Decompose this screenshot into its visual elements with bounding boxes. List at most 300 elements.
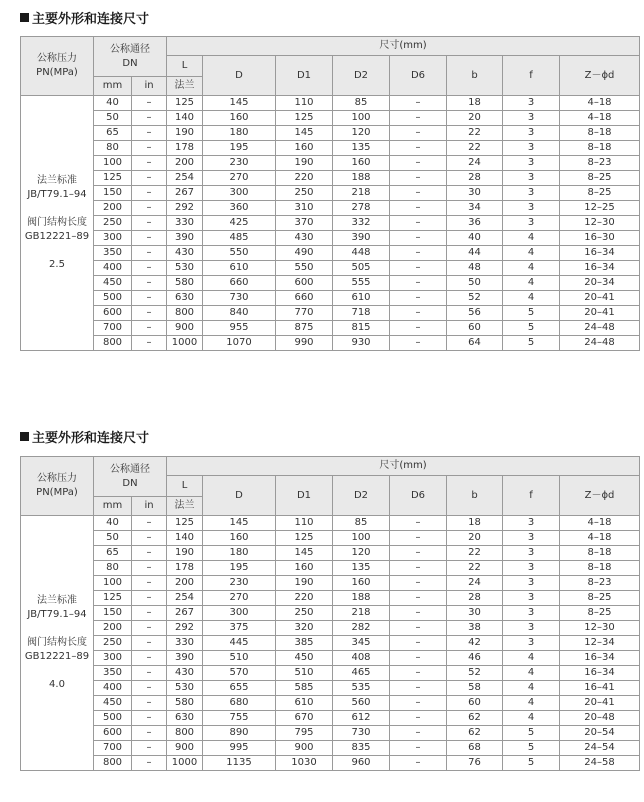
table-cell: 400 [94, 681, 132, 696]
table-row [21, 576, 640, 591]
table-cell: 510 [203, 651, 276, 666]
table-cell: 250 [276, 186, 333, 201]
table-cell: – [390, 726, 447, 741]
table-cell: 580 [167, 696, 203, 711]
table-row [21, 546, 640, 561]
table-row [21, 696, 640, 711]
table-cell: 600 [94, 726, 132, 741]
table-cell: 34 [447, 201, 503, 216]
table-cell: 300 [203, 186, 276, 201]
table-cell: 3 [503, 576, 560, 591]
table-cell: 430 [167, 246, 203, 261]
table-cell: 145 [276, 546, 333, 561]
dimension-table [20, 36, 640, 351]
table-cell: 530 [167, 681, 203, 696]
standard-info-line: 4.0 [49, 679, 65, 690]
table-cell: 5 [503, 726, 560, 741]
table-row [21, 531, 640, 546]
table-cell: 16–41 [560, 681, 640, 696]
standard-info-line: JB/T79.1–94 [27, 609, 87, 620]
table-cell: – [132, 246, 167, 261]
table-cell: 700 [94, 741, 132, 756]
in-header: in [132, 497, 167, 516]
table-cell: 220 [276, 171, 333, 186]
table-cell: 24–54 [560, 741, 640, 756]
table-cell: 550 [276, 261, 333, 276]
table-cell: 4 [503, 231, 560, 246]
table-cell: 125 [167, 516, 203, 531]
table-cell: 3 [503, 111, 560, 126]
table-cell: 16–34 [560, 261, 640, 276]
table-cell: 8–25 [560, 606, 640, 621]
table-cell: 50 [94, 531, 132, 546]
table-cell: – [390, 231, 447, 246]
table-cell: 350 [94, 666, 132, 681]
table-cell: 430 [167, 666, 203, 681]
flange-header: 法兰 [167, 497, 203, 516]
table-cell: 900 [167, 321, 203, 336]
table-cell: 8–23 [560, 576, 640, 591]
table-cell: 145 [276, 126, 333, 141]
column-header: D6 [390, 476, 447, 516]
table-cell: – [390, 741, 447, 756]
column-header: b [447, 56, 503, 96]
table-cell: 64 [447, 336, 503, 351]
column-header: D2 [333, 476, 390, 516]
table-row [21, 621, 640, 636]
table-cell: – [132, 336, 167, 351]
table-cell: 3 [503, 516, 560, 531]
table-cell: – [390, 201, 447, 216]
table-cell: 125 [276, 531, 333, 546]
table-cell: 485 [203, 231, 276, 246]
table-cell: 190 [167, 546, 203, 561]
table-cell: 585 [276, 681, 333, 696]
table-cell: 4 [503, 276, 560, 291]
table-cell: 4 [503, 291, 560, 306]
table-cell: – [132, 756, 167, 771]
table-cell: 408 [333, 651, 390, 666]
square-bullet-icon [20, 13, 29, 22]
table-cell: 350 [94, 246, 132, 261]
table-cell: – [132, 291, 167, 306]
table-cell: 65 [94, 126, 132, 141]
standard-info-line: 2.5 [49, 259, 65, 270]
table-cell: 190 [276, 156, 333, 171]
table-cell: 120 [333, 546, 390, 561]
table-cell: 80 [94, 561, 132, 576]
table-cell: 4 [503, 651, 560, 666]
table-cell: 332 [333, 216, 390, 231]
table-cell: 500 [94, 291, 132, 306]
table-cell: 955 [203, 321, 276, 336]
table-cell: 230 [203, 576, 276, 591]
table-cell: 50 [94, 111, 132, 126]
standard-info-line: GB12221–89 [24, 231, 90, 242]
standard-info-line [21, 202, 93, 216]
size-header: 尺寸(mm) [167, 457, 640, 476]
table-cell: 100 [333, 111, 390, 126]
table-cell: 100 [94, 156, 132, 171]
table-cell: 5 [503, 741, 560, 756]
table-row [21, 681, 640, 696]
table-cell: – [390, 711, 447, 726]
table-cell: – [132, 666, 167, 681]
table-cell: 40 [94, 96, 132, 111]
table-cell: – [390, 111, 447, 126]
table-cell: 560 [333, 696, 390, 711]
column-header: b [447, 476, 503, 516]
table-cell: – [390, 666, 447, 681]
table-cell: 800 [167, 726, 203, 741]
table-cell: 375 [203, 621, 276, 636]
table-cell: 3 [503, 156, 560, 171]
table-row [21, 291, 640, 306]
column-header: Z－ϕd [560, 476, 640, 516]
table-cell: 160 [276, 561, 333, 576]
table-cell: 267 [167, 186, 203, 201]
table-cell: 120 [333, 126, 390, 141]
table-cell: 385 [276, 636, 333, 651]
table-cell: 250 [94, 636, 132, 651]
table-cell: 3 [503, 126, 560, 141]
standard-info-line: 法兰标准 [37, 595, 77, 606]
table-cell: 60 [447, 321, 503, 336]
table-cell: – [132, 531, 167, 546]
table-cell: – [390, 756, 447, 771]
table-cell: 48 [447, 261, 503, 276]
table-cell: – [132, 126, 167, 141]
table-cell: 4 [503, 711, 560, 726]
table-cell: 24–48 [560, 336, 640, 351]
table-cell: 3 [503, 531, 560, 546]
table-cell: 490 [276, 246, 333, 261]
table-cell: 140 [167, 111, 203, 126]
table-cell: 292 [167, 621, 203, 636]
table-cell: – [390, 576, 447, 591]
table-cell: – [390, 561, 447, 576]
table-cell: 505 [333, 261, 390, 276]
table-cell: 22 [447, 141, 503, 156]
table-row [21, 561, 640, 576]
table-cell: 110 [276, 96, 333, 111]
table-cell: 12–25 [560, 201, 640, 216]
table-cell: 5 [503, 336, 560, 351]
column-header: f [503, 56, 560, 96]
l-header: L [167, 56, 203, 77]
table-cell: 300 [94, 231, 132, 246]
table-row [21, 171, 640, 186]
table-cell: 52 [447, 291, 503, 306]
table-cell: – [132, 636, 167, 651]
table-row [21, 96, 640, 111]
table-row [21, 186, 640, 201]
table-cell: – [132, 96, 167, 111]
table-row [21, 111, 640, 126]
table-cell: 835 [333, 741, 390, 756]
table-row [21, 306, 640, 321]
table-cell: 900 [167, 741, 203, 756]
table-cell: 22 [447, 546, 503, 561]
table-cell: 100 [333, 531, 390, 546]
table-cell: 80 [94, 141, 132, 156]
table-cell: 3 [503, 561, 560, 576]
table-cell: 218 [333, 186, 390, 201]
table-cell: 20–48 [560, 711, 640, 726]
table-cell: 3 [503, 606, 560, 621]
table-cell: 8–18 [560, 561, 640, 576]
table-cell: 3 [503, 591, 560, 606]
table-cell: 42 [447, 636, 503, 651]
table-cell: 58 [447, 681, 503, 696]
table-cell: 670 [276, 711, 333, 726]
table-cell: 730 [203, 291, 276, 306]
table-cell: 16–30 [560, 231, 640, 246]
table-cell: – [390, 651, 447, 666]
table-cell: – [132, 576, 167, 591]
table-cell: 20–41 [560, 696, 640, 711]
l-header: L [167, 476, 203, 497]
column-header: D1 [276, 476, 333, 516]
table-row [21, 156, 640, 171]
table-cell: 1135 [203, 756, 276, 771]
table-cell: 8–25 [560, 186, 640, 201]
table-cell: 160 [333, 156, 390, 171]
table-cell: – [132, 516, 167, 531]
table-cell: 800 [94, 756, 132, 771]
table-cell: 28 [447, 591, 503, 606]
standard-info-line: JB/T79.1–94 [27, 189, 87, 200]
table-cell: 160 [333, 576, 390, 591]
table-cell: 188 [333, 171, 390, 186]
table-cell: 3 [503, 546, 560, 561]
table-cell: – [390, 291, 447, 306]
table-cell: – [132, 696, 167, 711]
dimension-table [20, 456, 640, 771]
table-cell: 20–54 [560, 726, 640, 741]
table-cell: – [132, 561, 167, 576]
table-cell: – [132, 201, 167, 216]
table-cell: 310 [276, 201, 333, 216]
table-cell: – [132, 261, 167, 276]
table-cell: – [390, 681, 447, 696]
table-cell: 195 [203, 561, 276, 576]
table-cell: – [390, 516, 447, 531]
table-cell: 390 [167, 651, 203, 666]
table-cell: – [390, 171, 447, 186]
standard-info-line: 阀门结构长度 [27, 217, 87, 228]
table-cell: 76 [447, 756, 503, 771]
section-title: 主要外形和连接尺寸 [20, 9, 149, 25]
table-cell: – [390, 216, 447, 231]
table-cell: 660 [203, 276, 276, 291]
table-row [21, 756, 640, 771]
table-cell: 610 [333, 291, 390, 306]
table-cell: – [390, 336, 447, 351]
table-cell: 8–18 [560, 141, 640, 156]
table-row [21, 666, 640, 681]
dn-header: 公称通径 DN [94, 457, 167, 497]
table-cell: 450 [94, 696, 132, 711]
table-cell: 4–18 [560, 96, 640, 111]
table-cell: 145 [203, 516, 276, 531]
table-cell: – [390, 246, 447, 261]
table-cell: – [390, 621, 447, 636]
table-cell: 960 [333, 756, 390, 771]
table-row [21, 276, 640, 291]
table-cell: – [390, 96, 447, 111]
section-title: 主要外形和连接尺寸 [20, 428, 149, 444]
table-cell: 700 [94, 321, 132, 336]
standard-info-line [21, 664, 93, 678]
table-cell: 195 [203, 141, 276, 156]
table-cell: – [132, 216, 167, 231]
table-cell: – [132, 621, 167, 636]
column-header: f [503, 476, 560, 516]
table-cell: 3 [503, 141, 560, 156]
table-cell: – [390, 276, 447, 291]
table-cell: 680 [203, 696, 276, 711]
table-cell: 530 [167, 261, 203, 276]
table-cell: 65 [94, 546, 132, 561]
table-cell: – [390, 306, 447, 321]
table-cell: 160 [276, 141, 333, 156]
table-cell: 840 [203, 306, 276, 321]
table-cell: 390 [167, 231, 203, 246]
table-cell: – [132, 606, 167, 621]
table-cell: 254 [167, 171, 203, 186]
table-cell: – [390, 321, 447, 336]
table-row [21, 516, 640, 531]
table-cell: 145 [203, 96, 276, 111]
table-cell: 16–34 [560, 246, 640, 261]
square-bullet-icon [20, 432, 29, 441]
table-cell: – [132, 726, 167, 741]
table-cell: 580 [167, 276, 203, 291]
table-row [21, 126, 640, 141]
table-cell: 100 [94, 576, 132, 591]
column-header: D6 [390, 56, 447, 96]
header-row [21, 457, 640, 476]
table-row [21, 606, 640, 621]
table-cell: 450 [94, 276, 132, 291]
table-cell: 24 [447, 576, 503, 591]
table-cell: 4–18 [560, 531, 640, 546]
table-cell: 1000 [167, 756, 203, 771]
table-cell: 600 [94, 306, 132, 321]
table-cell: 125 [167, 96, 203, 111]
table-cell: – [132, 186, 167, 201]
table-cell: – [132, 591, 167, 606]
table-cell: – [390, 606, 447, 621]
table-cell: 360 [203, 201, 276, 216]
table-cell: 4–18 [560, 516, 640, 531]
table-row [21, 321, 640, 336]
table-row [21, 246, 640, 261]
table-cell: 8–25 [560, 591, 640, 606]
table-cell: 20 [447, 111, 503, 126]
standard-info-line [21, 244, 93, 258]
table-cell: 795 [276, 726, 333, 741]
table-cell: 600 [276, 276, 333, 291]
table-cell: 390 [333, 231, 390, 246]
table-cell: – [132, 741, 167, 756]
table-cell: 875 [276, 321, 333, 336]
table-cell: 28 [447, 171, 503, 186]
table-cell: 8–18 [560, 546, 640, 561]
table-cell: 5 [503, 306, 560, 321]
table-cell: 16–34 [560, 651, 640, 666]
table-cell: 770 [276, 306, 333, 321]
table-cell: 36 [447, 216, 503, 231]
table-cell: 125 [94, 591, 132, 606]
table-cell: 8–25 [560, 171, 640, 186]
table-cell: 300 [203, 606, 276, 621]
table-row [21, 231, 640, 246]
table-cell: 535 [333, 681, 390, 696]
table-cell: 8–23 [560, 156, 640, 171]
table-cell: 125 [276, 111, 333, 126]
table-cell: 250 [94, 216, 132, 231]
table-cell: – [390, 636, 447, 651]
table-cell: 500 [94, 711, 132, 726]
table-cell: 800 [94, 336, 132, 351]
table-cell: 190 [167, 126, 203, 141]
table-cell: 3 [503, 171, 560, 186]
table-cell: 24 [447, 156, 503, 171]
table-cell: 110 [276, 516, 333, 531]
table-cell: – [132, 171, 167, 186]
table-cell: 270 [203, 171, 276, 186]
table-cell: 4 [503, 696, 560, 711]
table-cell: – [132, 681, 167, 696]
table-row [21, 711, 640, 726]
table-cell: – [390, 531, 447, 546]
table-cell: 200 [167, 576, 203, 591]
table-cell: 135 [333, 561, 390, 576]
table-cell: 20 [447, 531, 503, 546]
table-cell: 200 [94, 201, 132, 216]
table-cell: 230 [203, 156, 276, 171]
standard-info-cell [21, 96, 94, 351]
table-cell: 278 [333, 201, 390, 216]
pn-header: 公称压力 PN(MPa) [21, 37, 94, 96]
table-cell: 610 [203, 261, 276, 276]
dn-header: 公称通径 DN [94, 37, 167, 77]
table-cell: 40 [94, 516, 132, 531]
column-header: D [203, 56, 276, 96]
column-header: Z－ϕd [560, 56, 640, 96]
table-row [21, 201, 640, 216]
table-cell: 8–18 [560, 126, 640, 141]
table-cell: 555 [333, 276, 390, 291]
table-cell: 282 [333, 621, 390, 636]
column-header: D2 [333, 56, 390, 96]
table-cell: 12–34 [560, 636, 640, 651]
table-cell: 1030 [276, 756, 333, 771]
table-cell: 370 [276, 216, 333, 231]
table-cell: 18 [447, 96, 503, 111]
table-cell: 18 [447, 516, 503, 531]
table-cell: 570 [203, 666, 276, 681]
table-cell: 4 [503, 681, 560, 696]
table-cell: 22 [447, 126, 503, 141]
table-cell: – [390, 186, 447, 201]
table-row [21, 261, 640, 276]
table-cell: – [390, 546, 447, 561]
table-cell: 20–34 [560, 276, 640, 291]
table-cell: – [132, 141, 167, 156]
